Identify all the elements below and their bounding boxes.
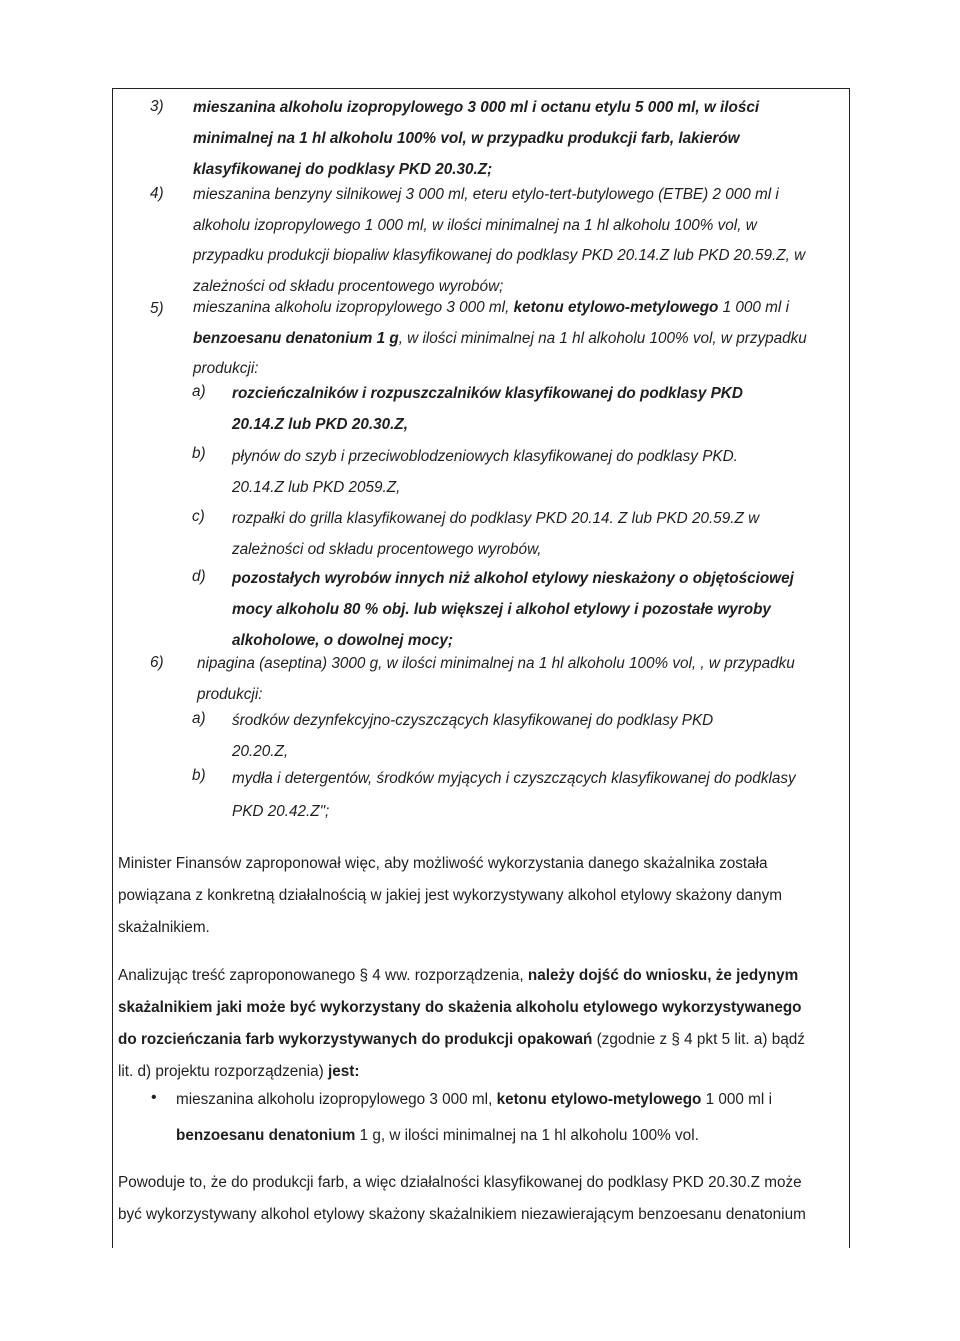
text-line xyxy=(232,795,848,828)
text-run: zależności od składu procentowego wyrobów, xyxy=(232,541,542,558)
text-line xyxy=(193,92,848,123)
text-line xyxy=(118,1199,847,1231)
text-run: ketonu etylowo-metylowego xyxy=(496,1091,702,1108)
sublist-item-text xyxy=(232,563,848,656)
text-run: Minister Finansów zaproponował więc, aby możliwość wykorzystania danego skażalnika została xyxy=(118,855,768,872)
text-line xyxy=(118,880,847,912)
text-line xyxy=(176,1118,848,1154)
text-run: zależności od składu procentowego wyrobów; xyxy=(193,277,504,295)
text-line xyxy=(232,762,848,795)
text-run: ketonu etylowo-metylowego xyxy=(513,299,719,316)
text-run: jest: xyxy=(328,1063,360,1080)
frame-top-border xyxy=(112,88,850,89)
text-line xyxy=(232,503,848,534)
text-line xyxy=(232,472,848,503)
text-line xyxy=(232,378,848,409)
text-run: benzoesanu denatonium xyxy=(176,1127,356,1144)
text-run: płynów do szyb i przeciwoblodzeniowych klasyfikowanej do podklasy PKD. xyxy=(232,448,738,465)
text-run: skażalnikiem. xyxy=(118,919,210,936)
frame-left-border xyxy=(112,88,113,1248)
text-run: powiązana z konkretną działalnością w jakiej jest wykorzystywany alkohol etylowy skażony danym xyxy=(118,887,783,904)
text-run: , w ilości minimalnej na 1 hl alkoholu 100% vol, w przypadku xyxy=(398,329,807,347)
bullet-dot: • xyxy=(151,1089,157,1106)
text-line xyxy=(232,409,848,440)
text-line xyxy=(193,324,848,355)
sublist-item-text xyxy=(232,503,848,565)
sublist-letter: a) xyxy=(192,383,206,400)
text-run: mydła i detergentów, środków myjących i czyszczących klasyfikowanej do podklasy xyxy=(232,770,796,787)
list-number: 3) xyxy=(150,98,164,115)
sublist-item-text xyxy=(232,441,848,503)
text-line xyxy=(193,293,848,324)
text-line xyxy=(118,960,847,992)
list-item-text xyxy=(193,92,848,185)
text-run: do rozcieńczania farb wykorzystywanych do produkcji opakowań xyxy=(118,1031,593,1048)
text-run: produkcji: xyxy=(193,360,259,377)
text-line xyxy=(118,1167,847,1199)
text-run: 1 000 ml i xyxy=(701,1091,772,1108)
text-run: benzoesanu denatonium xyxy=(193,329,373,347)
text-run: alkoholowe, o dowolnej mocy; xyxy=(232,632,453,649)
text-run: lit. d) projektu rozporządzenia) xyxy=(118,1063,329,1080)
list-number: 4) xyxy=(150,185,164,202)
text-line xyxy=(193,211,848,242)
text-run: alkoholu izopropylowego 1 000 ml, w ilości minimalnej na 1 hl alkoholu 100% vol, w xyxy=(193,216,757,234)
text-run: 1 000 ml i xyxy=(718,299,789,316)
text-line xyxy=(232,594,848,625)
text-run: (zgodnie z § 4 pkt 5 lit. a) bądź xyxy=(592,1031,805,1048)
text-line xyxy=(232,534,848,565)
text-run: minimalnej na 1 hl alkoholu 100% vol, w przypadku produkcji farb, lakierów xyxy=(193,130,740,147)
text-run: należy dojść do wniosku, że jedynym xyxy=(527,967,799,984)
sublist-letter: b) xyxy=(192,445,206,462)
text-line xyxy=(118,1024,847,1056)
text-line xyxy=(176,1082,848,1118)
text-run: Powoduje to, że do produkcji farb, a więc działalności klasyfikowanej do podklasy PKD 20.30.Z może xyxy=(118,1174,802,1191)
sublist-item-text xyxy=(232,762,848,828)
text-line xyxy=(197,648,848,679)
text-line xyxy=(193,123,848,154)
text-run: skażalnikiem jaki może być wykorzystany do skażenia alkoholu etylowego wykorzystywanego xyxy=(118,999,802,1016)
paragraph xyxy=(118,960,847,1088)
text-line xyxy=(193,180,848,211)
text-run: produkcji: xyxy=(197,686,263,703)
text-run: 1 g, w ilości minimalnej na 1 hl alkoholu 100% vol. xyxy=(355,1127,699,1144)
text-run: 20.20.Z, xyxy=(232,743,289,760)
list-number: 6) xyxy=(150,654,164,671)
text-run: środków dezynfekcyjno-czyszczących klasyfikowanej do podklasy PKD xyxy=(232,712,714,729)
sublist-letter: d) xyxy=(192,568,206,585)
text-line xyxy=(118,992,847,1024)
text-run: być wykorzystywany alkohol etylowy skażony skażalnikiem niezawierającym benzoesanu denatonium xyxy=(118,1206,806,1223)
text-run: Analizując treść zaproponowanego § 4 ww. rozporządzenia, xyxy=(118,967,528,984)
paragraph xyxy=(118,1167,847,1231)
text-run: 20.14.Z lub PKD 2059.Z, xyxy=(232,479,401,496)
text-run: rozcieńczalników i rozpuszczalników klasyfikowanej do podklasy PKD xyxy=(232,385,743,402)
sublist-item-text xyxy=(232,378,848,440)
sublist-item-text xyxy=(232,705,848,767)
list-number: 5) xyxy=(150,300,164,317)
text-line xyxy=(118,848,847,880)
sublist-letter: b) xyxy=(192,767,206,784)
text-line xyxy=(232,563,848,594)
list-item-text xyxy=(193,293,848,385)
frame-right-border xyxy=(849,88,850,1248)
text-run: rozpałki do grilla klasyfikowanej do podklasy PKD 20.14. Z lub PKD 20.59.Z w xyxy=(232,510,760,527)
list-item-text xyxy=(197,648,848,710)
text-run: PKD 20.42.Z"; xyxy=(232,803,330,820)
text-run: klasyfikowanej do podklasy PKD 20.30.Z; xyxy=(193,161,493,178)
sublist-letter: c) xyxy=(192,508,205,525)
text-run: nipagina (aseptina) 3000 g, w ilości minimalnej na 1 hl alkoholu 100% vol, , w przypadku xyxy=(197,655,795,672)
text-run: mieszanina alkoholu izopropylowego 3 000 ml, xyxy=(176,1091,497,1108)
text-line xyxy=(232,441,848,472)
paragraph xyxy=(118,848,847,944)
text-run: mieszanina benzyny silnikowej 3 000 ml, eteru etylo-tert-butylowego (ETBE) 2 000 ml i xyxy=(193,186,779,203)
sublist-letter: a) xyxy=(192,710,206,727)
bullet-item-text xyxy=(176,1082,848,1154)
text-line xyxy=(232,705,848,736)
text-run: przypadku produkcji biopaliw klasyfikowanej do podklasy PKD 20.14.Z lub PKD 20.59.Z, w xyxy=(193,247,806,264)
text-run: mieszanina alkoholu izopropylowego 3 000 ml i octanu etylu 5 000 ml, w ilości xyxy=(193,99,760,116)
text-run: mieszanina alkoholu izopropylowego 3 000 ml, xyxy=(193,299,514,316)
text-run: pozostałych wyrobów innych niż alkohol etylowy nieskażony o objętościowej xyxy=(232,570,794,587)
text-line xyxy=(193,241,848,272)
list-item-text xyxy=(193,180,848,302)
text-run: 1 g xyxy=(372,329,399,347)
text-run: mocy alkoholu 80 % obj. lub większej i alkohol etylowy i pozostałe wyroby xyxy=(232,601,771,618)
text-line xyxy=(118,912,847,944)
text-run: 20.14.Z lub PKD 20.30.Z, xyxy=(232,416,408,433)
